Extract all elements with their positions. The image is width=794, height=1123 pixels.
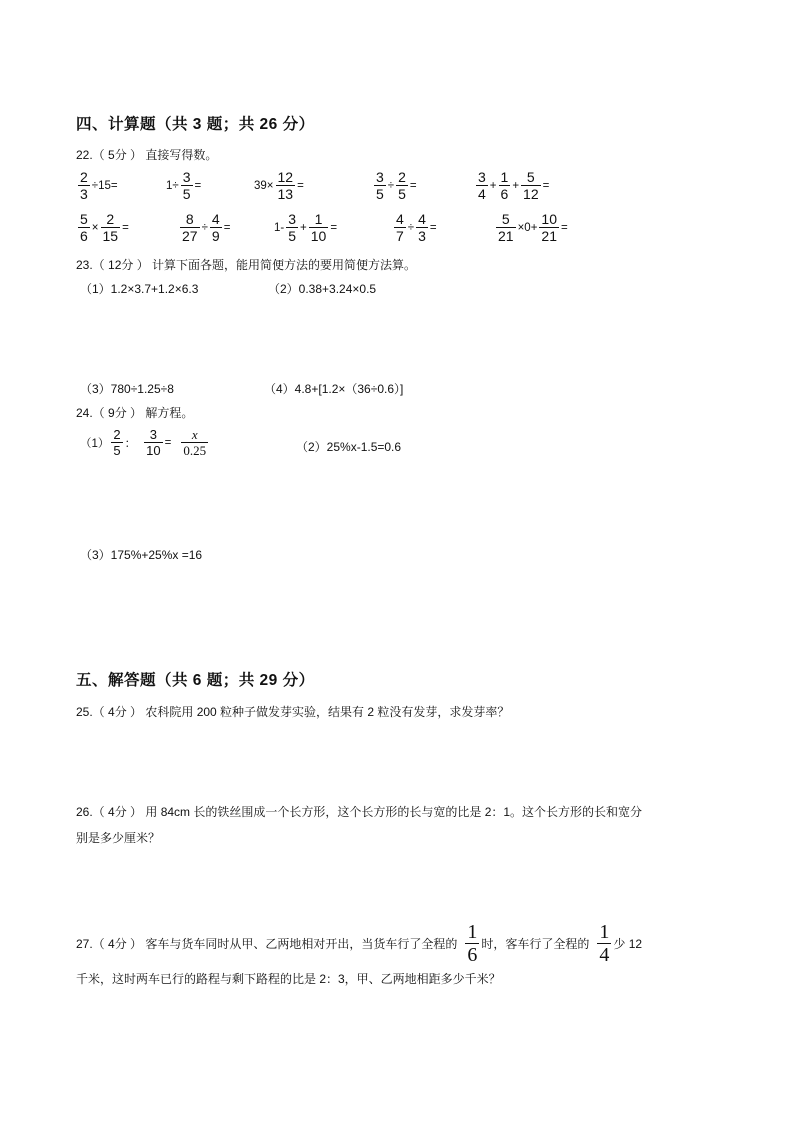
denominator: 5 bbox=[376, 186, 384, 202]
q27-text-a: 27.（ 4分 ） 客车与货车同时从甲、乙两地相对开出，当货车行了全程的 bbox=[76, 937, 458, 951]
denominator: 27 bbox=[182, 228, 198, 244]
denominator: 4 bbox=[599, 944, 610, 966]
operator: + bbox=[489, 179, 497, 192]
operator: = bbox=[409, 179, 417, 192]
denominator: 10 bbox=[310, 228, 327, 244]
fraction bbox=[396, 170, 408, 201]
fraction bbox=[465, 922, 479, 965]
fraction bbox=[286, 212, 298, 243]
fraction bbox=[101, 212, 121, 243]
numerator: 8 bbox=[185, 211, 194, 227]
colon: ： bbox=[124, 437, 137, 450]
fraction bbox=[597, 922, 611, 965]
numerator: 4 bbox=[211, 211, 220, 227]
q24-part-1-label: （1） bbox=[80, 437, 110, 450]
denominator: 5 bbox=[288, 228, 297, 244]
fraction bbox=[78, 170, 90, 201]
operator: = bbox=[297, 179, 304, 192]
denominator: 3 bbox=[80, 186, 88, 202]
numerator: 4 bbox=[396, 211, 404, 227]
question-24-heading: 24.（ 9分 ） 解方程。 bbox=[76, 406, 194, 420]
denominator: 21 bbox=[498, 228, 514, 244]
fraction bbox=[181, 428, 208, 457]
q22-expression bbox=[372, 170, 417, 201]
denominator: 6 bbox=[467, 944, 478, 966]
fraction bbox=[309, 212, 329, 243]
numerator: 1 bbox=[500, 169, 509, 185]
fraction bbox=[181, 170, 193, 201]
q24-part-2: （2）25%x-1.5=0.6 bbox=[296, 440, 402, 454]
operator: 1- bbox=[274, 221, 285, 234]
numerator: x bbox=[191, 427, 198, 442]
question-27-line-1 bbox=[76, 922, 642, 965]
numerator: 2 bbox=[398, 169, 406, 185]
question-26-line-1: 26.（ 4分 ） 用 84cm 长的铁丝围成一个长方形，这个长方形的长与宽的比是 2：1。这个长方形的长和宽分 bbox=[76, 805, 643, 819]
q22-row-1 bbox=[76, 170, 716, 206]
operator: = bbox=[122, 221, 129, 234]
operator: = bbox=[223, 221, 231, 234]
numerator: 5 bbox=[526, 169, 535, 185]
q23-part-2: （2）0.38+3.24×0.5 bbox=[268, 282, 377, 296]
denominator: 7 bbox=[396, 228, 404, 244]
denominator: 21 bbox=[541, 228, 557, 244]
q22-expression bbox=[494, 212, 568, 243]
denominator: 0.25 bbox=[183, 443, 207, 458]
q23-part-4: （4）4.8+[1.2×（36÷0.6）] bbox=[264, 382, 404, 396]
denominator: 13 bbox=[277, 186, 294, 202]
numerator: 4 bbox=[418, 211, 426, 227]
numerator: 3 bbox=[376, 169, 384, 185]
numerator: 1 bbox=[314, 211, 323, 227]
numerator: 2 bbox=[106, 211, 115, 227]
denominator: 6 bbox=[500, 186, 509, 202]
numerator: 1 bbox=[467, 921, 478, 943]
q24-part-3: （3）175%+25%x =16 bbox=[80, 548, 203, 562]
numerator: 5 bbox=[80, 211, 88, 227]
question-25: 25.（ 4分 ） 农科院用 200 粒种子做发芽实验，结果有 2 粒没有发芽，求发芽率？ bbox=[76, 705, 510, 719]
q22-expression bbox=[76, 212, 129, 243]
fraction bbox=[111, 428, 122, 457]
numerator: 5 bbox=[501, 211, 510, 227]
operator: ÷15= bbox=[91, 179, 118, 192]
q27-text-c: 少 12 bbox=[613, 937, 643, 951]
question-23-heading: 23.（ 12分 ） 计算下面各题，能用简便方法的要用简便方法算。 bbox=[76, 258, 417, 272]
q22-expression bbox=[254, 170, 304, 201]
numerator: 2 bbox=[80, 169, 88, 185]
denominator: 10 bbox=[146, 443, 161, 458]
section-title: 五、解答题（共 6 题；共 29 分） bbox=[76, 672, 315, 689]
denominator: 5 bbox=[182, 186, 191, 202]
question-22-heading: 22.（ 5分 ） 直接写得数。 bbox=[76, 148, 218, 162]
fraction bbox=[374, 170, 386, 201]
numerator: 1 bbox=[599, 921, 610, 943]
q22-expression bbox=[76, 170, 118, 201]
fraction bbox=[210, 212, 222, 243]
numerator: 3 bbox=[149, 427, 157, 442]
question-26-line-2: 别是多少厘米？ bbox=[76, 831, 161, 845]
fraction bbox=[144, 428, 162, 457]
fraction bbox=[394, 212, 406, 243]
operator: × bbox=[91, 221, 99, 234]
operator: ÷ bbox=[407, 221, 415, 234]
fraction bbox=[276, 170, 296, 201]
fraction bbox=[416, 212, 428, 243]
fraction bbox=[521, 170, 541, 201]
operator: ÷ bbox=[387, 179, 395, 192]
q22-expression bbox=[178, 212, 230, 243]
fraction bbox=[180, 212, 200, 243]
q23-part-3: （3）780÷1.25÷8 bbox=[80, 382, 174, 396]
numerator: 10 bbox=[541, 211, 557, 227]
denominator: 3 bbox=[418, 228, 426, 244]
fraction bbox=[78, 212, 90, 243]
numerator: 2 bbox=[113, 427, 121, 442]
fraction bbox=[496, 212, 516, 243]
q23-part-1: （1）1.2×3.7+1.2×6.3 bbox=[80, 282, 199, 296]
denominator: 6 bbox=[80, 228, 88, 244]
denominator: 9 bbox=[211, 228, 220, 244]
q22-expression bbox=[274, 212, 337, 243]
operator: ÷ bbox=[201, 221, 208, 234]
denominator: 4 bbox=[478, 186, 486, 202]
numerator: 3 bbox=[182, 169, 191, 185]
numerator: 3 bbox=[478, 169, 486, 185]
q27-text-b: 时，客车行了全程的 bbox=[481, 937, 590, 951]
numerator: 3 bbox=[288, 211, 297, 227]
fraction bbox=[476, 170, 488, 201]
denominator: 5 bbox=[113, 443, 121, 458]
denominator: 15 bbox=[102, 228, 119, 244]
fraction bbox=[499, 170, 511, 201]
fraction bbox=[539, 212, 559, 243]
operator: = bbox=[194, 179, 202, 192]
operator: + bbox=[300, 221, 307, 234]
denominator: 5 bbox=[398, 186, 406, 202]
operator: = bbox=[330, 221, 338, 234]
equals-sign: = bbox=[164, 436, 172, 449]
operator: + bbox=[512, 179, 520, 192]
operator: = bbox=[560, 221, 568, 234]
operator: 1÷ bbox=[166, 179, 179, 192]
operator: 39× bbox=[254, 179, 274, 192]
question-27-line-2: 千米，这时两车已行的路程与剩下路程的比是 2：3，甲、乙两地相距多少千米？ bbox=[76, 972, 501, 986]
numerator: 12 bbox=[277, 169, 294, 185]
denominator: 12 bbox=[523, 186, 539, 202]
section-title: 四、计算题（共 3 题；共 26 分） bbox=[76, 116, 315, 133]
operator: ×0+ bbox=[517, 221, 538, 234]
operator: = bbox=[542, 179, 550, 192]
q22-row-2 bbox=[76, 212, 716, 248]
q22-expression bbox=[392, 212, 437, 243]
q22-expression bbox=[474, 170, 549, 201]
operator: = bbox=[429, 221, 437, 234]
q22-expression bbox=[166, 170, 201, 201]
q24-part-1 bbox=[80, 428, 210, 457]
